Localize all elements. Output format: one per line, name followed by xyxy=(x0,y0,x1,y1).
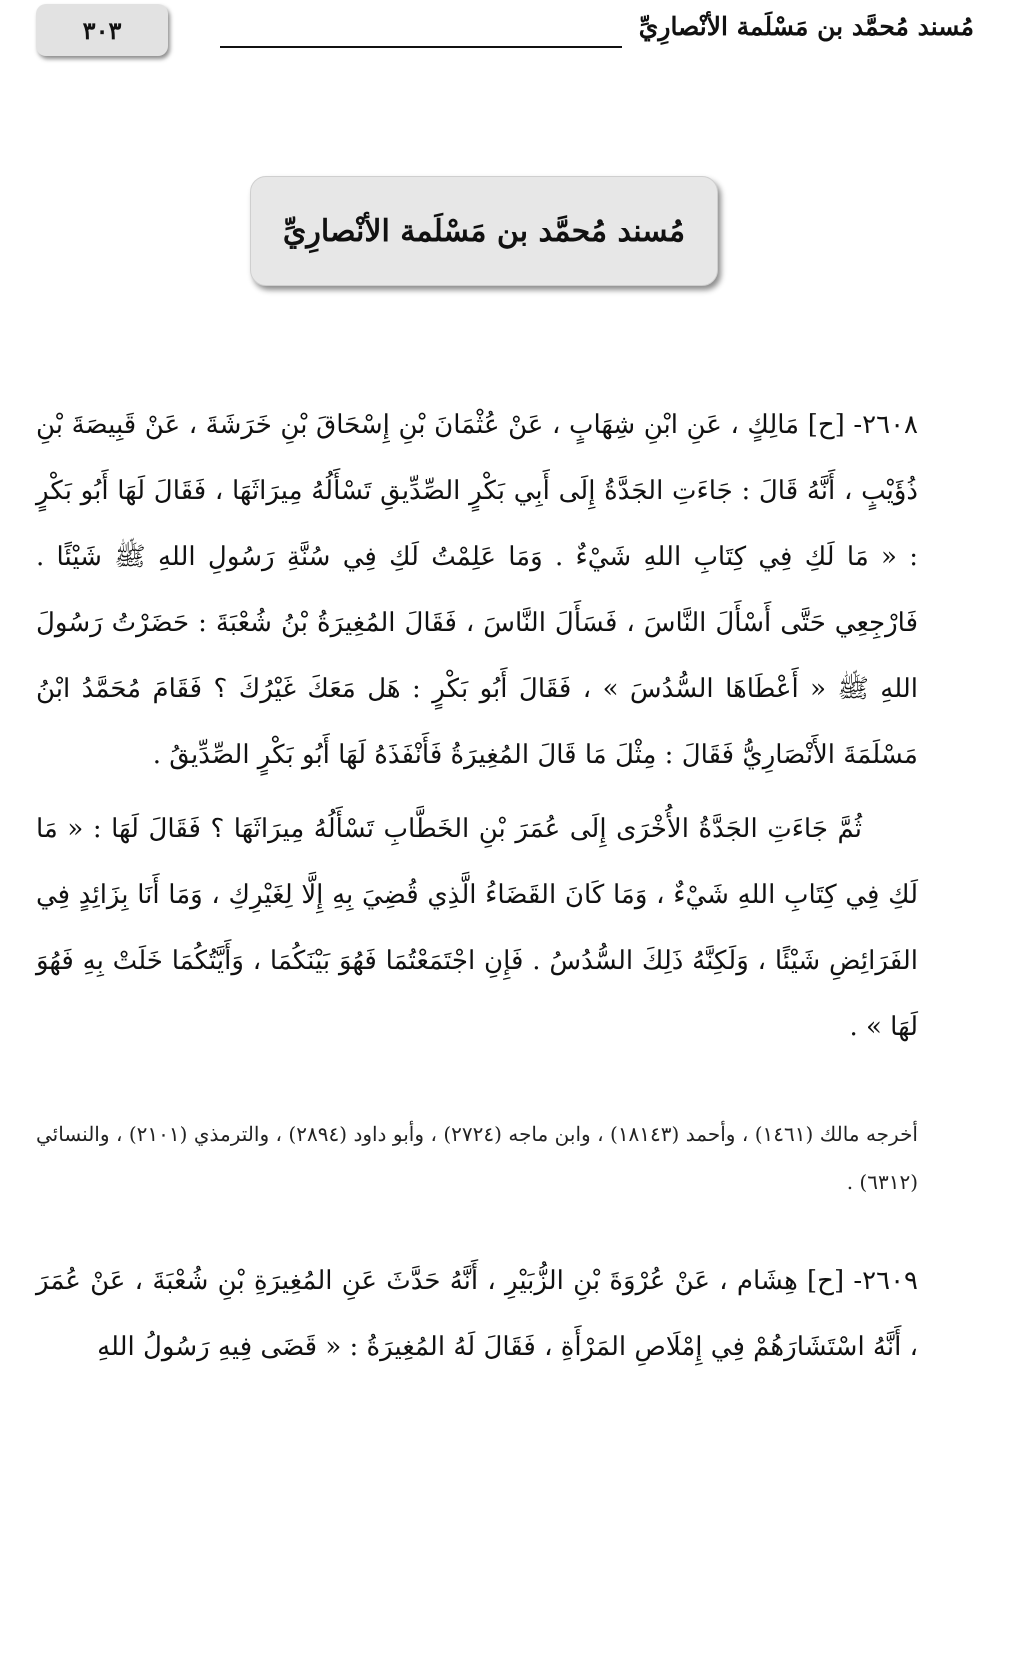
takhrij-footnote: أخرجه مالك (١٤٦١) ، وأحمد (١٨١٤٣) ، وابن ماجه (٢٧٢٤) ، وأبو داود (٢٨٩٤) ، والترمذي (٢١٠١) ، والنسائي (٦٣١٢) . xyxy=(36,1122,918,1194)
hadith-2608-paragraph-2: ثُمَّ جَاءَتِ الجَدَّةُ الأُخْرَى إِلَى عُمَرَ بْنِ الخَطَّابِ تَسْأَلُهُ مِيرَاثَهَا ؟ فَقَالَ لَهَا : « مَا لَكِ فِي كِتَابِ اللهِ شَيْءٌ ، وَمَا كَانَ القَضَاءُ الَّذِي قُضِيَ بِهِ إِلَّا لِغَيْرِكِ ، وَمَا أَنَا بِزَائِدٍ فِي الفَرَائِضِ شَيْئًا ، وَلَكِنَّهُ ذَلِكَ السُّدُسُ . فَإِنِ اجْتَمَعْتُمَا فَهُوَ بَيْنَكُمَا ، وَأَيَّتُكُمَا خَلَتْ بِهِ فَهُوَ لَهَا » . xyxy=(36,814,918,1042)
hadith-text: - [ح] هِشَام ، عَنْ عُرْوَةَ بْنِ الزُّبَيْرِ ، أَنَّهُ حَدَّثَ عَنِ المُغِيرَةِ بْنِ شُعْبَةَ ، عَنْ عُمَرَ ، أَنَّهُ اسْتَشَارَهُمْ فِي إِمْلَاصِ المَرْأَةِ ، فَقَالَ لَهُ المُغِيرَةُ : « قَضَى فِيهِ رَسُولُ اللهِ xyxy=(36,1266,918,1362)
hadith-number: ٢٦٠٩ xyxy=(862,1266,918,1296)
chapter-title-box xyxy=(250,176,718,286)
hadith-2609 xyxy=(36,1248,918,1380)
page-number: ٣٠٣ xyxy=(82,15,122,45)
chapter-title: مُسند مُحمَّد بن مَسْلَمة الأنْصارِيِّ xyxy=(282,213,686,249)
hadith-2609-paragraph-1 xyxy=(36,1248,918,1380)
hadith-2608-paragraph-1 xyxy=(36,392,918,788)
running-title: مُسند مُحمَّد بن مَسْلَمة الأنْصارِيِّ xyxy=(638,12,974,41)
hadith-number: ٢٦٠٨ xyxy=(862,410,918,440)
hadith-text: - [ح] مَالِكٍ ، عَنِ ابْنِ شِهَابٍ ، عَنْ عُثْمَانَ بْنِ إِسْحَاقَ بْنِ خَرَشَةَ ، عَنْ قَبِيصَةَ بْنِ ذُؤَيْبٍ ، أَنَّهُ قَالَ : جَاءَتِ الجَدَّةُ إِلَى أَبِي بَكْرٍ الصِّدِّيقِ تَسْأَلُهُ مِيرَاثَهَا ، فَقَالَ لَهَا أَبُو بَكْرٍ : « مَا لَكِ فِي كِتَابِ اللهِ شَيْءٌ . وَمَا عَلِمْتُ لَكِ فِي سُنَّةِ رَسُولِ اللهِ ﷺ شَيْئًا . فَارْجِعِي حَتَّى أَسْأَلَ النَّاسَ ، فَسَأَلَ النَّاسَ ، فَقَالَ المُغِيرَةُ بْنُ شُعْبَةَ : حَضَرْتُ رَسُولَ اللهِ ﷺ « أَعْطَاهَا السُّدُسَ » ، فَقَالَ أَبُو بَكْرٍ : هَل مَعَكَ غَيْرُكَ ؟ فَقَامَ مُحَمَّدُ ابْنُ مَسْلَمَةَ الأَنْصَارِيُّ فَقَالَ : مِثْلَ مَا قَالَ المُغِيرَةُ فَأَنْفَذَهُ لَهَا أَبُو بَكْرٍ الصِّدِّيقُ . xyxy=(36,410,918,770)
page-number-box xyxy=(36,4,168,56)
header-rule xyxy=(220,46,622,48)
page-header xyxy=(36,4,974,66)
hadith-2608 xyxy=(36,392,918,1060)
